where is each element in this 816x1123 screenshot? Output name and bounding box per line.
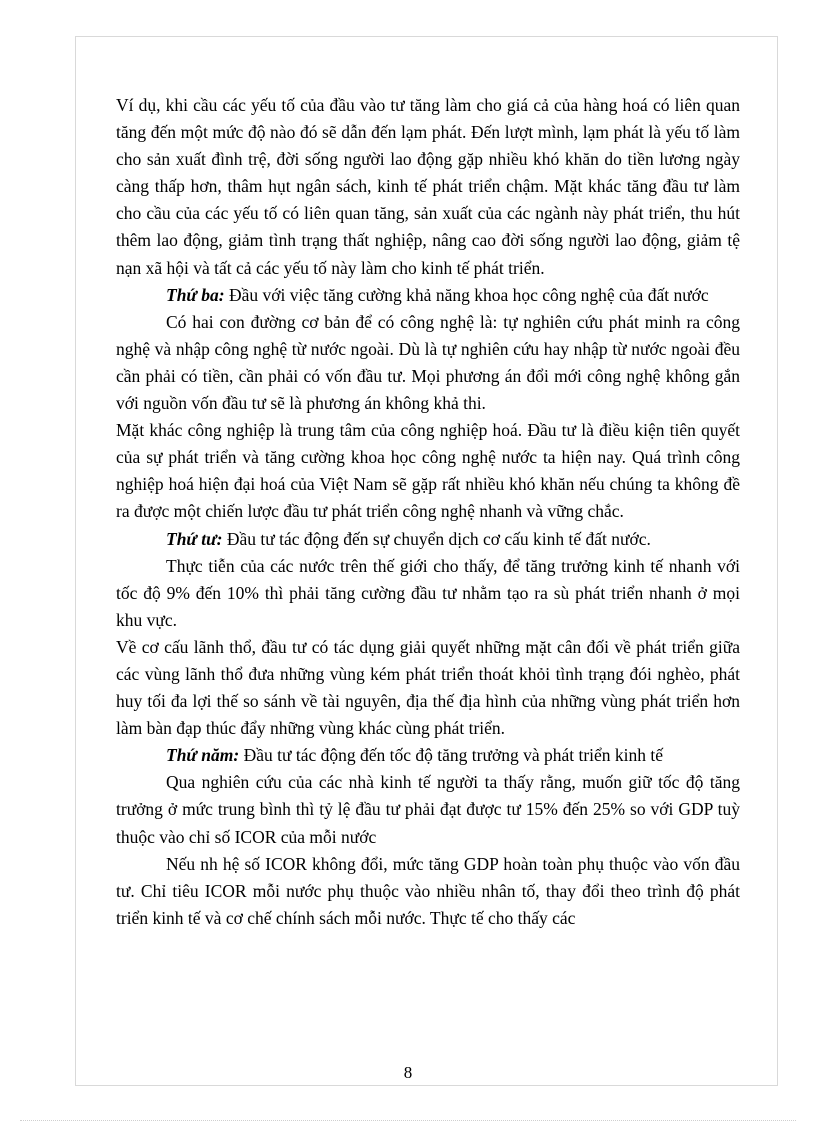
paragraph-text: Nếu nh hệ số ICOR không đổi, mức tăng GDP hoàn toàn phụ thuộc vào vốn đầu tư. Chỉ tiêu ICOR mỗi nước phụ thuộc vào nhiều nhân tố, thay đổi theo trình độ phát triển kinh tế và cơ chế chính sách mỗi nước. Thực tế cho thấy các — [116, 853, 740, 928]
section-lead-fourth: Thứ tư: — [166, 528, 223, 549]
paragraph-third-heading — [116, 282, 740, 309]
paragraph-icor — [116, 851, 740, 932]
page-separator — [20, 1120, 796, 1121]
paragraph-text: Đầu tư tác động đến tốc độ tăng trưởng và phát triển kinh tế — [239, 745, 664, 766]
paragraph-text: Về cơ cấu lãnh thổ, đầu tư có tác dụng giải quyết những mặt cân đối về phát triển giữa các vùng lãnh thổ đưa những vùng kém phát triển thoát khỏi tình trạng đói nghèo, phát huy tối đa lợi thế so sánh về tài nguyên, địa thế địa hình của những vùng phát triển hơn làm bàn đạp thúc đẩy những vùng khác cùng phát triển. — [116, 636, 740, 739]
paragraph-text: Thực tiễn của các nước trên thế giới cho thấy, để tăng trưởng kinh tế nhanh với tốc độ 9% đến 10% thì phải tăng cường đầu tư nhằm tạo ra sù phát triển nhanh ở mọi khu vực. — [116, 555, 740, 630]
section-lead-third: Thứ ba: — [166, 284, 225, 305]
paragraph-fourth-heading — [116, 526, 740, 553]
paragraph-world-practice — [116, 553, 740, 634]
paragraph-inflation — [116, 92, 740, 282]
document-body — [116, 92, 740, 932]
paragraph-text: Ví dụ, khi cầu các yếu tố của đầu vào tư tăng làm cho giá cả của hàng hoá có liên quan tăng đến một mức độ nào đó sẽ dẫn đến lạm phát. Đến lượt mình, lạm phát là yếu tố làm cho sản xuất đình trệ, đời sống người lao động gặp nhiều khó khăn do tiền lương ngày càng thấp hơn, thâm hụt ngân sách, kinh tế phát triển chậm. Mặt khác tăng đầu tư làm cho cầu của các yếu tố có liên quan tăng, sản xuất của các ngành này phát triển, thu hút thêm lao động, giảm tình trạng thất nghiệp, nâng cao đời sống người lao động, giảm tệ nạn xã hội và tất cả các yếu tố này làm cho kinh tế phát triển. — [116, 95, 740, 278]
paragraph-text: Đầu với việc tăng cường khả năng khoa học công nghệ của đất nước — [224, 284, 709, 305]
page-number: 8 — [403, 1063, 413, 1082]
paragraph-text: Mặt khác công nghiệp là trung tâm của công nghiệp hoá. Đầu tư là điều kiện tiên quyết của sự phát triển và tăng cường khoa học công nghệ nước ta hiện nay. Quá trình công nghiệp hoá hiện đại hoá của Việt Nam sẽ gặp rất nhiều khó khăn nếu chúng ta không đề ra được một chiến lược đầu tư phát triển công nghệ nhanh và vững chắc. — [116, 420, 740, 522]
paragraph-industrialization — [116, 417, 740, 525]
paragraph-text: Qua nghiên cứu của các nhà kinh tế người ta thấy rằng, muốn giữ tốc độ tăng trưởng ở mức trung bình thì tỷ lệ đầu tư phải đạt được tư 15% đến 25% so với GDP tuỳ thuộc vào chỉ số ICOR của mỗi nước — [116, 772, 740, 847]
paragraph-text: Đầu tư tác động đến sự chuyển dịch cơ cấu kinh tế đất nước. — [222, 528, 651, 549]
paragraph-technology-paths — [116, 309, 740, 417]
paragraph-fifth-heading — [116, 742, 740, 769]
section-lead-fifth: Thứ năm: — [166, 745, 240, 766]
paragraph-growth-research — [116, 769, 740, 850]
paragraph-territory — [116, 634, 740, 742]
paragraph-text: Có hai con đường cơ bản để có công nghệ là: tự nghiên cứu phát minh ra công nghệ và nhập công nghệ từ nước ngoài. Dù là tự nghiên cứu hay nhập từ nước ngoài đều cần phải có tiền, cần phải có vốn đầu tư. Mọi phương án đổi mới công nghệ không gắn với nguồn vốn đầu tư sẽ là phương án không khả thi. — [116, 311, 740, 414]
